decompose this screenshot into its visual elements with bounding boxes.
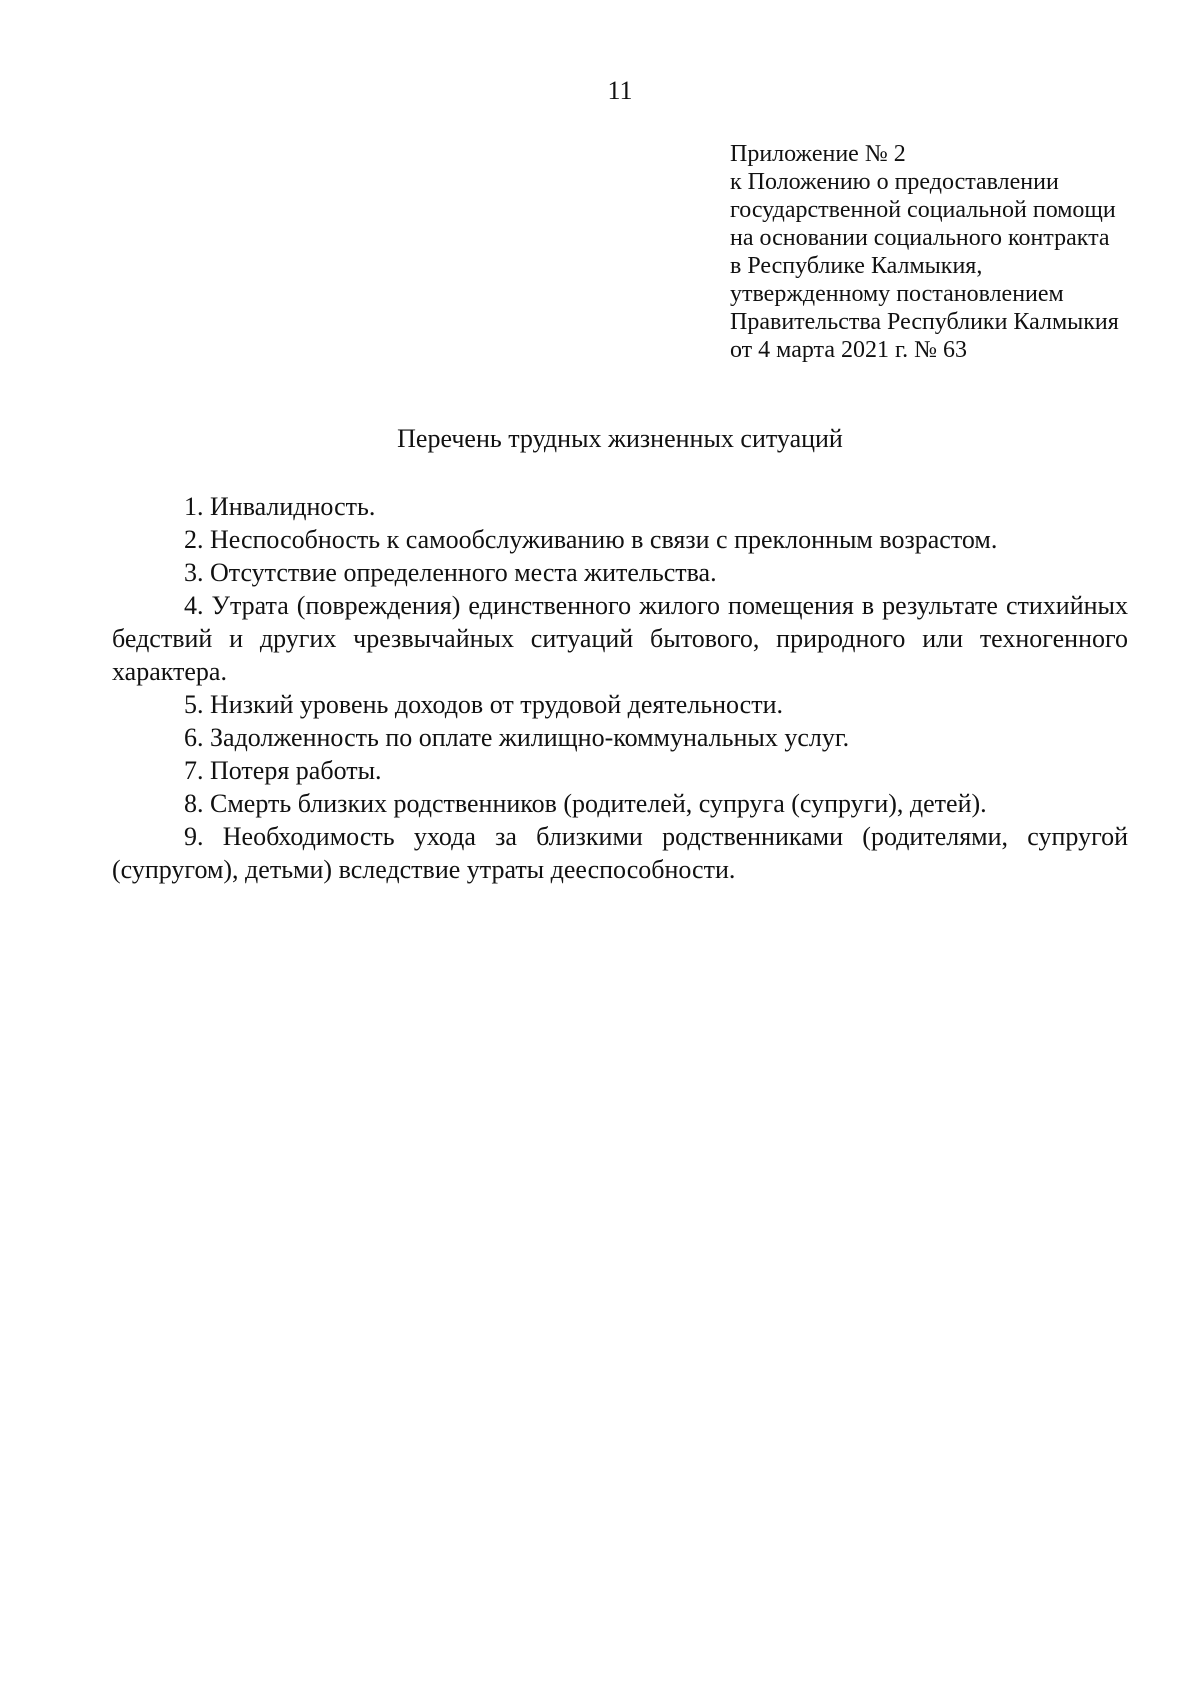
list-item: 8. Смерть близких родственников (родителей, супруга (супруги), детей).	[184, 789, 987, 818]
page-number: 11	[607, 76, 633, 105]
list-item: 9. Необходимость ухода за близкими родственниками (родителями, супругой (супругом), детьми) вследствие утраты дееспособности.	[112, 822, 1128, 884]
list-item: 6. Задолженность по оплате жилищно-коммунальных услуг.	[184, 723, 850, 752]
appendix-header	[730, 140, 1170, 364]
appendix-line: к Положению о предоставлении	[730, 169, 1059, 195]
appendix-line: утвержденному постановлением	[730, 281, 1064, 307]
appendix-line: Приложение № 2	[730, 141, 906, 167]
situations-list	[112, 490, 1128, 886]
appendix-line: Правительства Республики Калмыкия	[730, 309, 1119, 335]
appendix-line: в Республике Калмыкия,	[730, 253, 983, 279]
list-item: 1. Инвалидность.	[184, 492, 376, 521]
list-item: 3. Отсутствие определенного места жительства.	[184, 558, 717, 587]
appendix-line: на основании социального контракта	[730, 225, 1110, 251]
appendix-line: государственной социальной помощи	[730, 197, 1116, 223]
list-item: 2. Неспособность к самообслуживанию в связи с преклонным возрастом.	[184, 525, 998, 554]
list-item: 5. Низкий уровень доходов от трудовой деятельности.	[184, 690, 784, 719]
appendix-line: от 4 марта 2021 г. № 63	[730, 337, 967, 363]
list-item: 7. Потеря работы.	[184, 756, 382, 785]
document-title: Перечень трудных жизненных ситуаций	[397, 424, 843, 453]
list-item: 4. Утрата (повреждения) единственного жилого помещения в результате стихийных бедствий и других чрезвычайных ситуаций бытового, природного или техногенного характера.	[112, 591, 1128, 686]
